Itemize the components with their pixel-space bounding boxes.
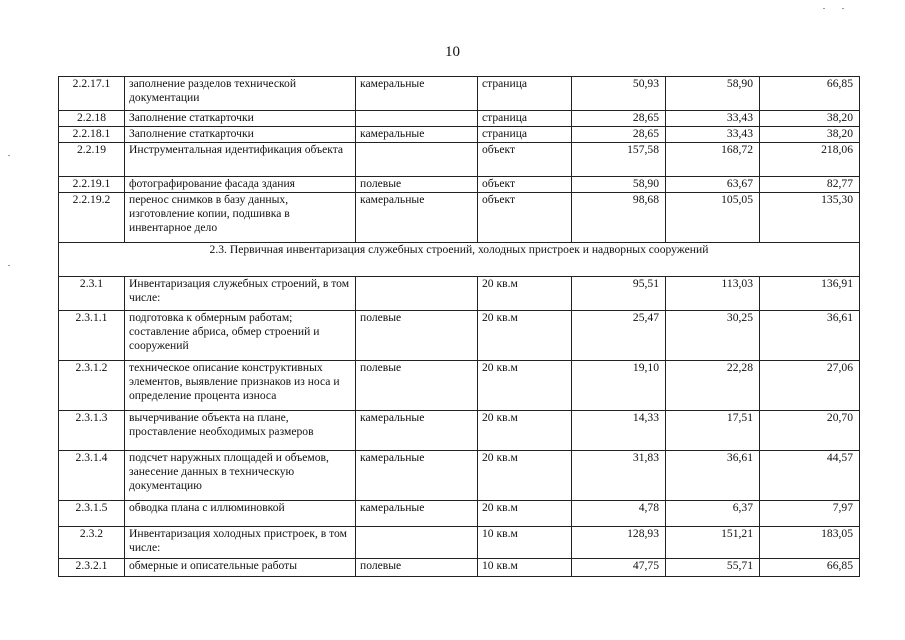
cell-name: техническое описание конструктивных элементов, выявление признаков из носа и определение процента износа: [125, 361, 356, 411]
cell-name: перенос снимков в базу данных, изготовление копии, подшивка в инвентарное дело: [125, 193, 356, 243]
cell-work-type: камеральные: [356, 193, 478, 243]
cell-work-type: камеральные: [356, 77, 478, 111]
cell-price-1: 95,51: [572, 277, 666, 311]
cell-price-2: 168,72: [666, 143, 760, 177]
cell-price-3: 20,70: [760, 411, 860, 451]
cell-name: подсчет наружных площадей и объемов, занесение данных в техническую документацию: [125, 451, 356, 501]
section-header-row: [59, 243, 860, 277]
table-row: [59, 277, 860, 311]
cell-code: 2.2.18.1: [59, 127, 125, 143]
cell-work-type: камеральные: [356, 411, 478, 451]
cell-price-3: 183,05: [760, 527, 860, 559]
cell-price-3: 135,30: [760, 193, 860, 243]
cell-unit: страница: [478, 77, 572, 111]
cell-work-type: камеральные: [356, 451, 478, 501]
cell-code: 2.2.17.1: [59, 77, 125, 111]
scan-speck: [823, 8, 825, 9]
cell-name: заполнение разделов технической документации: [125, 77, 356, 111]
table-row: [59, 111, 860, 127]
cell-price-3: 36,61: [760, 311, 860, 361]
cell-code: 2.3.2.1: [59, 559, 125, 577]
cell-price-1: 14,33: [572, 411, 666, 451]
price-table: [58, 76, 860, 577]
cell-price-1: 128,93: [572, 527, 666, 559]
section-header-body: [59, 243, 860, 277]
table-row: [59, 361, 860, 411]
cell-price-1: 28,65: [572, 127, 666, 143]
cell-work-type: камеральные: [356, 501, 478, 527]
cell-unit: 20 кв.м: [478, 277, 572, 311]
cell-price-3: 27,06: [760, 361, 860, 411]
cell-work-type: полевые: [356, 559, 478, 577]
cell-price-2: 63,67: [666, 177, 760, 193]
cell-code: 2.2.19.2: [59, 193, 125, 243]
cell-name: вычерчивание объекта на плане, проставление необходимых размеров: [125, 411, 356, 451]
cell-work-type: полевые: [356, 361, 478, 411]
table-row: [59, 77, 860, 111]
cell-work-type: [356, 143, 478, 177]
cell-code: 2.3.2: [59, 527, 125, 559]
cell-price-3: 44,57: [760, 451, 860, 501]
page-number: 10: [445, 44, 460, 60]
cell-unit: объект: [478, 143, 572, 177]
cell-price-2: 105,05: [666, 193, 760, 243]
scan-speck: [8, 265, 10, 266]
section-title: 2.3. Первичная инвентаризация служебных строений, холодных пристроек и надворных сооружений: [59, 243, 860, 277]
cell-code: 2.3.1.4: [59, 451, 125, 501]
cell-price-2: 22,28: [666, 361, 760, 411]
cell-work-type: полевые: [356, 311, 478, 361]
cell-name: Инвентаризация служебных строений, в том числе:: [125, 277, 356, 311]
cell-price-1: 50,93: [572, 77, 666, 111]
cell-unit: 20 кв.м: [478, 501, 572, 527]
cell-price-1: 98,68: [572, 193, 666, 243]
cell-code: 2.3.1.2: [59, 361, 125, 411]
cell-price-2: 17,51: [666, 411, 760, 451]
cell-price-2: 58,90: [666, 77, 760, 111]
cell-unit: 10 кв.м: [478, 527, 572, 559]
cell-price-3: 38,20: [760, 127, 860, 143]
cell-price-2: 151,21: [666, 527, 760, 559]
cell-name: Инвентаризация холодных пристроек, в том числе:: [125, 527, 356, 559]
cell-price-1: 47,75: [572, 559, 666, 577]
cell-price-2: 6,37: [666, 501, 760, 527]
cell-price-2: 30,25: [666, 311, 760, 361]
cell-work-type: [356, 111, 478, 127]
table-row: [59, 559, 860, 577]
table-body-lower: [59, 277, 860, 577]
cell-work-type: камеральные: [356, 127, 478, 143]
cell-work-type: [356, 527, 478, 559]
scan-speck: [8, 155, 10, 156]
cell-price-3: 218,06: [760, 143, 860, 177]
cell-unit: 20 кв.м: [478, 451, 572, 501]
cell-price-1: 31,83: [572, 451, 666, 501]
scan-speck: [842, 8, 844, 9]
cell-name: Заполнение статкарточки: [125, 111, 356, 127]
cell-price-3: 7,97: [760, 501, 860, 527]
cell-name: Инструментальная идентификация объекта: [125, 143, 356, 177]
cell-price-1: 25,47: [572, 311, 666, 361]
table-row: [59, 143, 860, 177]
cell-code: 2.2.18: [59, 111, 125, 127]
cell-work-type: [356, 277, 478, 311]
cell-price-1: 157,58: [572, 143, 666, 177]
cell-work-type: полевые: [356, 177, 478, 193]
cell-name: подготовка к обмерным работам; составление абриса, обмер строений и сооружений: [125, 311, 356, 361]
table-row: [59, 411, 860, 451]
cell-unit: страница: [478, 111, 572, 127]
cell-price-3: 38,20: [760, 111, 860, 127]
cell-code: 2.3.1.1: [59, 311, 125, 361]
cell-price-1: 19,10: [572, 361, 666, 411]
cell-code: 2.2.19: [59, 143, 125, 177]
cell-unit: 20 кв.м: [478, 361, 572, 411]
table-row: [59, 501, 860, 527]
cell-price-1: 4,78: [572, 501, 666, 527]
cell-price-2: 55,71: [666, 559, 760, 577]
table-row: [59, 311, 860, 361]
cell-name: обмерные и описательные работы: [125, 559, 356, 577]
cell-price-1: 58,90: [572, 177, 666, 193]
cell-code: 2.2.19.1: [59, 177, 125, 193]
cell-price-3: 136,91: [760, 277, 860, 311]
cell-code: 2.3.1.5: [59, 501, 125, 527]
cell-name: Заполнение статкарточки: [125, 127, 356, 143]
cell-price-3: 66,85: [760, 559, 860, 577]
cell-unit: 10 кв.м: [478, 559, 572, 577]
cell-unit: страница: [478, 127, 572, 143]
cell-price-2: 36,61: [666, 451, 760, 501]
cell-unit: 20 кв.м: [478, 411, 572, 451]
cell-price-3: 66,85: [760, 77, 860, 111]
cell-unit: объект: [478, 193, 572, 243]
table-row: [59, 193, 860, 243]
table-row: [59, 177, 860, 193]
cell-unit: 20 кв.м: [478, 311, 572, 361]
table-row: [59, 127, 860, 143]
cell-code: 2.3.1: [59, 277, 125, 311]
cell-price-2: 33,43: [666, 127, 760, 143]
table-row: [59, 451, 860, 501]
cell-price-2: 113,03: [666, 277, 760, 311]
cell-name: обводка плана с иллюминовкой: [125, 501, 356, 527]
cell-price-2: 33,43: [666, 111, 760, 127]
table-row: [59, 527, 860, 559]
cell-price-1: 28,65: [572, 111, 666, 127]
cell-name: фотографирование фасада здания: [125, 177, 356, 193]
cell-unit: объект: [478, 177, 572, 193]
cell-price-3: 82,77: [760, 177, 860, 193]
table-body-upper: [59, 77, 860, 243]
cell-code: 2.3.1.3: [59, 411, 125, 451]
